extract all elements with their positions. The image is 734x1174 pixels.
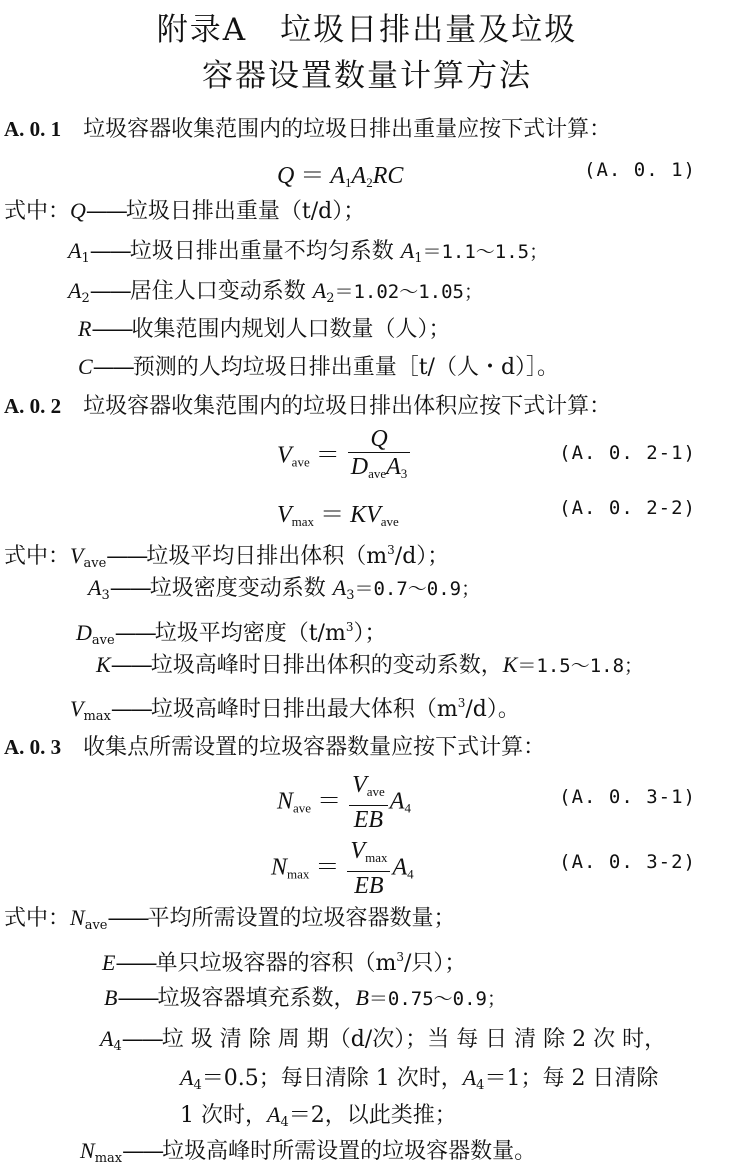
clause-a03 bbox=[4, 732, 545, 763]
where-a03-e: E——单只垃圾容器的容积（$m^3/$只）； bbox=[102, 950, 467, 976]
where-a03-nmax: $N_{max}——$垃圾高峰时所需设置的垃圾容器数量。 bbox=[80, 1138, 537, 1166]
where-a01-r: R——收集范围内规划人口数量（人）； bbox=[78, 316, 451, 342]
clause-a01-text: 垃圾容器收集范围内的垃圾日排出重量应按下式计算： bbox=[83, 117, 612, 142]
where-a01-a1: $A_1——$垃圾日排出重量不均匀系数 $A_1=1.1\sim 1.5$； bbox=[68, 238, 549, 266]
where-a02-vmax: $V_{max}——$垃圾高峰时日排出最大体积$(m^3/d)$。 bbox=[70, 696, 520, 724]
equation-number-a01: (A. 0. 1) bbox=[584, 159, 696, 181]
equation-number-a02-2: (A. 0. 2-2) bbox=[559, 497, 696, 519]
clause-a02-number: A. 0. 2 bbox=[4, 394, 62, 418]
equation-number-a02-1: (A. 0. 2-1) bbox=[559, 442, 696, 464]
where-a02-a3: $A_3——$垃圾密度变动系数 $A_3=0.7\sim 0.9$； bbox=[88, 575, 481, 603]
page-title: 附录A 垃圾日排出量及垃圾 bbox=[156, 12, 578, 48]
equation-a01: $Q = A_1A_2RC$ bbox=[277, 163, 404, 190]
where-a03-a4-cont2: 1 次时，$A_4=2$，以此类推； bbox=[180, 1102, 457, 1130]
where-a02-dave: $D_{ave}——$垃圾平均密度$(t/m^3)$； bbox=[76, 620, 387, 648]
page-subtitle: 容器设置数量计算方法 bbox=[202, 58, 532, 94]
clause-a01-number: A. 0. 1 bbox=[4, 117, 62, 141]
equation-number-a03-2: (A. 0. 3-2) bbox=[559, 851, 696, 873]
where-a03-a4: $A_4——$垃 圾 清 除 周 期（d/次）；当 每 日 清 除 2 次 时， bbox=[100, 1026, 667, 1054]
where-a02-k: K——垃圾高峰时日排出体积的变动系数，K＝1.5～1.8； bbox=[96, 652, 644, 678]
clause-a01 bbox=[4, 114, 611, 145]
where-a03-b: B——垃圾容器填充系数，B＝0.75～0.9； bbox=[104, 985, 506, 1011]
where-a01-a2: $A_2——$居住人口变动系数 $A_2=1.02\sim 1.05$； bbox=[68, 278, 483, 306]
equation-a03-1: $N_{ave}$ ＝ $\frac{V_{ave}}{EB}$ $A_4$ bbox=[277, 772, 411, 833]
where-a02-vave: 式中：$V_{ave}——$垃圾平均日排出体积$(m^3/d)$； bbox=[4, 543, 450, 571]
clause-a03-text: 收集点所需设置的垃圾容器数量应按下式计算： bbox=[83, 735, 546, 760]
clause-a03-number: A. 0. 3 bbox=[4, 735, 62, 759]
clause-a02 bbox=[4, 391, 611, 422]
where-a01-q: 式中：Q——垃圾日排出重量（t/d）； bbox=[4, 198, 366, 224]
equation-a02-1: $V_{ave}$ ＝ $\frac{Q}{D_{ave}A_3}$ bbox=[277, 426, 412, 488]
equation-a02-2: $V_{max} = KV_{ave}$ bbox=[277, 502, 399, 529]
where-a03-nave: 式中：$N_{ave}——$平均所需设置的垃圾容器数量； bbox=[4, 905, 456, 933]
where-a01-c: C——预测的人均垃圾日排出重量［t/（人・d）］。 bbox=[78, 354, 560, 380]
equation-a03-2: $N_{max}$ ＝ $\frac{V_{max}}{EB}$ $A_4$ bbox=[271, 838, 414, 899]
equation-number-a03-1: (A. 0. 3-1) bbox=[559, 786, 696, 808]
where-a03-a4-cont1: $A_4=0.5$；每日清除 1 次时，$A_4=1$；每 2 日清除 bbox=[180, 1065, 659, 1093]
clause-a02-text: 垃圾容器收集范围内的垃圾日排出体积应按下式计算： bbox=[83, 394, 612, 419]
